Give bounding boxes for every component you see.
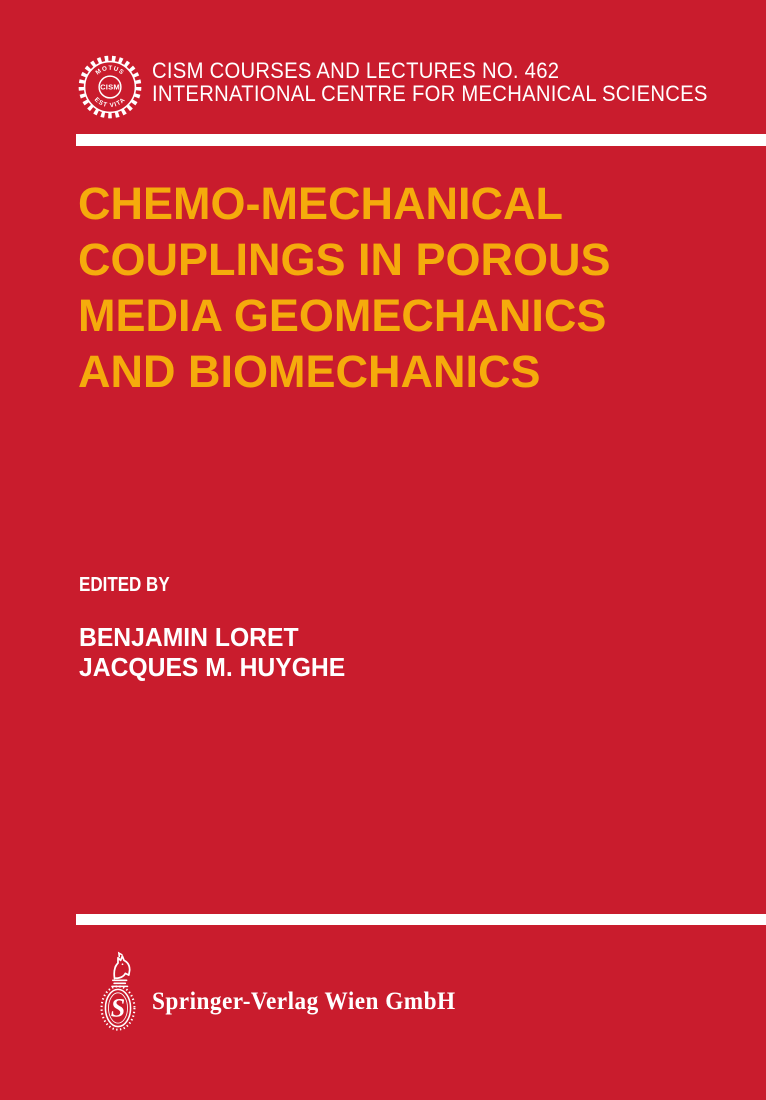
logo-pedestal — [112, 980, 128, 986]
series-line-1: CISM COURSES AND LECTURES NO. 462 — [152, 58, 560, 83]
publisher-name: Springer-Verlag Wien GmbH — [152, 988, 456, 1015]
editor-name-2: JACQUES M. HUYGHE — [79, 652, 346, 682]
series-header — [152, 59, 708, 105]
editor-name-1: BENJAMIN LORET — [79, 622, 299, 652]
title-line-3: MEDIA GEOMECHANICS — [78, 290, 607, 341]
edited-by-label: EDITED BY — [79, 574, 170, 596]
cism-gear-logo — [77, 54, 143, 120]
title-line-4: AND BIOMECHANICS — [78, 346, 541, 397]
chess-knight-icon — [114, 953, 129, 979]
editor-names — [79, 622, 345, 682]
title-line-2: COUPLINGS IN POROUS — [78, 234, 611, 285]
title-line-1: CHEMO-MECHANICAL — [78, 178, 563, 229]
series-line-2: INTERNATIONAL CENTRE FOR MECHANICAL SCIENCES — [152, 81, 708, 106]
divider-bottom — [76, 914, 766, 925]
logo-motto-bottom: EST VITA — [92, 96, 128, 110]
book-title — [78, 176, 611, 400]
logo-motto-top: MOTUS — [94, 64, 126, 77]
logo-center-text: CISM — [100, 82, 120, 92]
divider-top — [76, 134, 766, 146]
springer-knight-logo — [92, 950, 144, 1040]
logo-monogram: S — [110, 993, 126, 1023]
logo-medallion — [102, 986, 135, 1029]
